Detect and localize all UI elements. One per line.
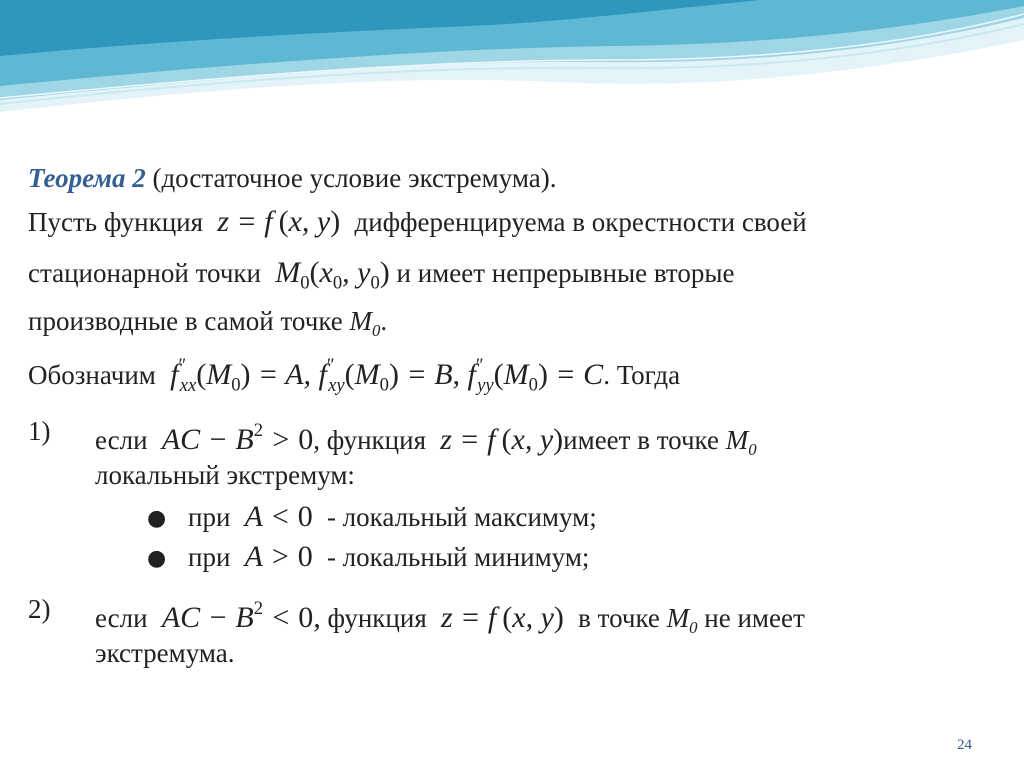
text-segment: при xyxy=(188,542,231,572)
header-wave-decoration xyxy=(0,0,1024,140)
text-segment: Обозначим xyxy=(28,360,156,391)
point-symbol: $M_0$ xyxy=(349,306,381,340)
text-segment: если xyxy=(95,425,148,456)
text-segment: производные в самой точке xyxy=(28,306,343,336)
text-segment: - локальный максимум; xyxy=(326,502,597,532)
text-segment: если xyxy=(95,603,148,634)
point-symbol: $M_0$ xyxy=(666,603,698,637)
text-segment: стационарной точки xyxy=(28,258,261,288)
text-segment: и имеет непрерывные вторые xyxy=(396,258,735,288)
text-segment: в точке xyxy=(578,603,660,634)
formula-z-f-xy: z = f (x, y) xyxy=(209,205,341,238)
text-segment: . xyxy=(380,306,388,336)
theorem-subtitle: (достаточное условие экстремума). xyxy=(152,163,557,193)
text-segment: , функция xyxy=(313,425,426,456)
text-segment: . Тогда xyxy=(603,360,681,391)
paragraph-line-2 xyxy=(28,205,807,239)
formula-z-f-xy: z = f (x, y) xyxy=(432,423,564,457)
formula-a-negative: A < 0 xyxy=(237,500,313,533)
item-1-number: 1) xyxy=(28,416,51,446)
paragraph-line-4 xyxy=(28,304,387,348)
text-segment: дифференцируема в окрестности своей xyxy=(354,207,807,237)
text-segment: Пусть функция xyxy=(28,207,204,237)
bullet-2-text xyxy=(188,540,589,574)
formula-second-derivatives: $f''_{xx}(M_0) = A$, $f''_{xy}(M_0) = B$, $f''_{yy}(M_0) = C$ xyxy=(162,355,604,396)
bullet-icon: ● xyxy=(147,506,167,531)
text-segment: не имеет xyxy=(704,603,805,634)
bullet-icon: ● xyxy=(147,546,167,571)
item-2-line-2: экстремума. xyxy=(95,638,235,668)
theorem-title: Теорема 2 xyxy=(28,163,146,193)
text-segment: - локальный минимум; xyxy=(326,542,590,572)
text-segment: функция xyxy=(327,603,427,634)
paragraph-line-3 xyxy=(28,256,735,301)
page-number: 24 xyxy=(957,737,972,753)
item-2-number: 2) xyxy=(28,594,51,624)
formula-stationary-point: $M_0(x_0$, $y_0$) xyxy=(267,256,390,294)
text-segment: имеет в точке xyxy=(563,425,719,456)
item-1-line-2: локальный экстремум: xyxy=(95,460,355,490)
theorem-heading xyxy=(28,161,556,195)
bullet-1-text xyxy=(188,500,597,534)
formula-z-f-xy: z = f (x, y) xyxy=(433,601,564,635)
paragraph-line-5 xyxy=(28,349,680,403)
point-symbol: $M_0$ xyxy=(725,425,757,459)
formula-ac-b2-negative: AC − $B^2 < 0$, xyxy=(154,598,321,635)
formula-a-positive: A > 0 xyxy=(237,540,313,573)
formula-ac-b2-positive: AC − $B^2 > 0$ xyxy=(154,420,314,457)
text-segment: при xyxy=(188,502,231,532)
